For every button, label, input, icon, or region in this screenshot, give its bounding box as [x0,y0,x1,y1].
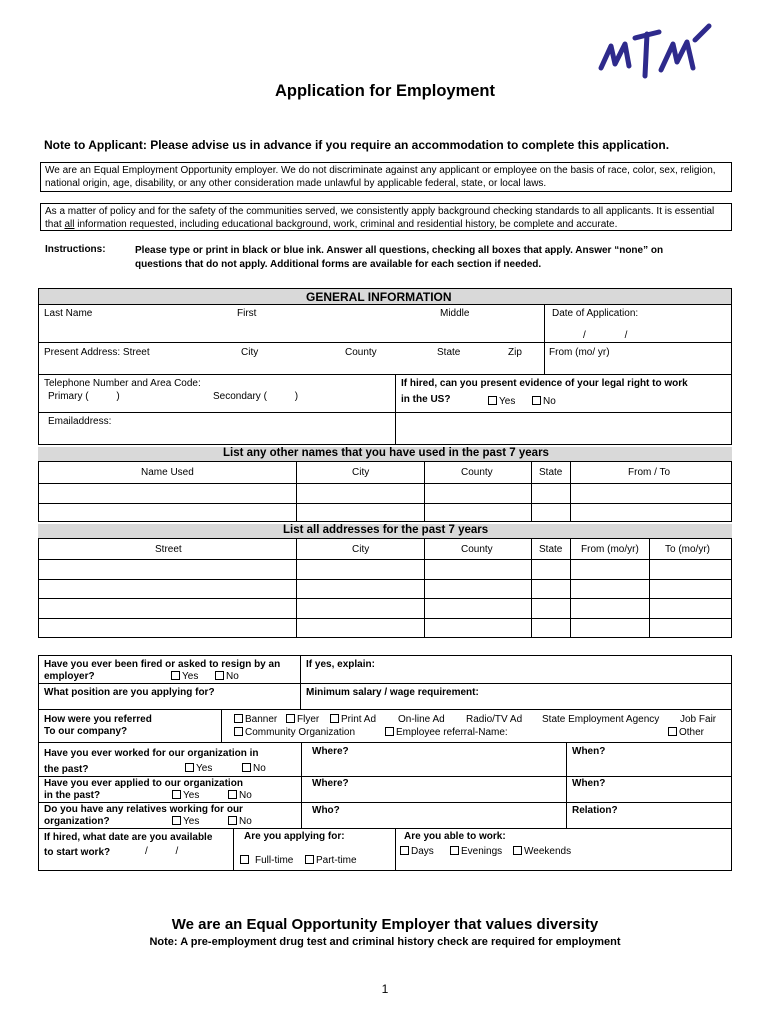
checkbox-icon[interactable] [450,846,459,855]
print-ad-label: Print Ad [341,714,377,725]
addresses-header: List all addresses for the past 7 years [283,524,489,536]
referral-banner[interactable] [234,714,277,726]
checkbox-icon[interactable] [488,396,497,405]
applied-question: Have you ever applied to our organization [44,778,243,789]
page-number: 1 [381,982,389,996]
other-names-header: List any other names that you have used in the past 7 years [223,447,549,459]
applied-yes[interactable] [172,790,199,802]
column-city: City [352,467,370,478]
legal-right-question-2: in the US? [401,394,451,405]
address-state-label: State [437,347,461,358]
yes-label: Yes [183,816,200,827]
page-title: Application for Employment [274,82,495,100]
relatives-who-label: Who? [312,805,340,816]
no-label: No [239,816,252,827]
column-to: To (mo/yr) [665,544,710,555]
column-from-to: From / To [628,467,671,478]
no-label: No [226,671,239,682]
relatives-no[interactable] [228,816,252,828]
checkbox-icon[interactable] [228,790,237,799]
position-label: What position are you applying for? [44,687,215,698]
column-state: State [539,467,563,478]
date-of-application-label: Date of Application: [552,308,639,319]
date-slashes: / / [583,330,628,341]
yes-label: Yes [196,763,213,774]
yes-label: Yes [499,396,516,407]
mtm-logo [595,18,720,90]
worked-where-label: Where? [312,746,349,757]
logo-text: MTM [595,18,598,19]
start-date-question: If hired, what date are you available [44,832,213,843]
drug-test-note: Note: A pre-employment drug test and criminal history check are required for employment [149,936,621,948]
column-state: State [539,544,563,555]
applicant-note: Note to Applicant: Please advise us in advance if you require an accommodation to complete this application. [44,138,670,152]
checkbox-icon[interactable] [513,846,522,855]
banner-label: Banner [245,714,278,725]
checkbox-icon[interactable] [305,855,314,864]
policy-statement [40,203,732,231]
days-label: Days [411,846,434,857]
present-address-label: Present Address: Street [44,347,150,358]
checkbox-icon[interactable] [172,790,181,799]
legal-right-question: If hired, can you present evidence of your legal right to work [401,378,688,389]
checkbox-icon[interactable] [330,714,339,723]
yes-label: Yes [182,671,199,682]
evenings-label: Evenings [461,846,503,857]
referral-community-org[interactable] [234,727,355,739]
worked-yes[interactable] [185,763,212,775]
worked-when-label: When? [572,746,606,757]
checkbox-icon[interactable] [234,714,243,723]
start-date-question-2: to start work? [44,847,111,858]
referral-state-agency[interactable]: State Employment Agency [542,714,660,725]
referred-question: How were you referred [44,714,152,725]
evenings-option[interactable] [450,846,502,858]
column-from: From (mo/yr) [581,544,639,555]
applied-where-label: Where? [312,778,349,789]
instructions-label: Instructions: [45,244,106,255]
applied-no[interactable] [228,790,252,802]
policy-text-2: information requested, including educational background, work, criminal and residential history, be complete and accurate. [74,219,618,230]
checkbox-icon[interactable] [532,396,541,405]
worked-question: Have you ever worked for our organization in [44,748,259,759]
legal-right-no[interactable] [532,396,556,408]
primary-phone-label: Primary ( ) [48,391,120,402]
checkbox-icon[interactable] [228,816,237,825]
referral-print-ad[interactable] [330,714,376,726]
relatives-question: Do you have any relatives working for our [44,804,243,815]
relatives-relation-label: Relation? [572,805,618,816]
community-org-label: Community Organization [245,727,356,738]
referral-other[interactable] [668,727,704,739]
policy-underline: all [64,219,75,230]
column-street: Street [155,544,182,555]
checkbox-icon[interactable] [668,727,677,736]
column-name-used: Name Used [141,467,194,478]
if-yes-explain-label: If yes, explain: [306,659,375,670]
first-name-label: First [237,308,257,319]
checkbox-icon[interactable] [172,816,181,825]
checkbox-icon[interactable] [215,671,224,680]
general-header: GENERAL INFORMATION [306,290,452,304]
address-zip-label: Zip [508,347,522,358]
applied-when-label: When? [572,778,606,789]
relatives-yes[interactable] [172,816,199,828]
weekends-label: Weekends [524,846,572,857]
email-label: Emailaddress: [48,416,112,427]
middle-name-label: Middle [440,308,470,319]
checkbox-icon[interactable] [286,714,295,723]
start-date-slashes: / / [145,846,179,857]
referral-employee[interactable] [385,727,508,739]
flyer-label: Flyer [297,714,320,725]
address-from-label: From (mo/ yr) [549,347,610,358]
applying-for-label: Are you applying for: [244,831,345,842]
no-label: No [253,763,266,774]
referral-flyer[interactable] [286,714,319,726]
part-time-label: Part-time [316,855,357,866]
checkbox-icon[interactable] [171,671,180,680]
applied-question-2: in the past? [44,790,101,801]
fired-question-2: employer? [44,671,95,682]
referral-radio-tv[interactable]: Radio/TV Ad [466,714,523,725]
address-city-label: City [241,347,259,358]
fired-question: Have you ever been fired or asked to resign by an [44,659,281,670]
other-label: Other [679,727,705,738]
able-to-work-label: Are you able to work: [404,831,506,842]
referral-job-fair[interactable]: Job Fair [680,714,717,725]
checkbox-icon[interactable] [240,855,249,864]
policy-text-1: As a matter of policy and for the safety of the communities served, we consistently apply background checking standards to all applicants. It is essential that [45,206,715,230]
part-time-option[interactable] [305,855,357,867]
full-time-label: Full-time [255,855,294,866]
yes-label: Yes [183,790,200,801]
days-option[interactable] [400,846,434,858]
secondary-phone-label: Secondary ( ) [213,391,299,402]
eeo-footer-title: We are an Equal Opportunity Employer that values diversity [171,916,599,933]
checkbox-icon[interactable] [385,727,394,736]
column-county: County [461,544,493,555]
fired-yes[interactable] [171,671,198,683]
referral-online-ad[interactable]: On-line Ad [398,714,445,725]
eeo-statement: We are an Equal Employment Opportunity employer. We do not discriminate against any applicant or employee on the basis of race, color, sex, religion, national origin, age, disability, or any other consideration made unlawful by applicable federal, state, or local laws. [40,162,732,192]
relatives-question-2: organization? [44,816,110,827]
checkbox-icon[interactable] [234,727,243,736]
referred-question-2: To our company? [44,726,128,737]
fired-no[interactable] [215,671,239,683]
column-county: County [461,467,493,478]
employee-referral-label: Employee referral-Name: [396,727,508,738]
last-name-label: Last Name [44,308,93,319]
worked-no[interactable] [242,763,266,775]
address-county-label: County [345,347,377,358]
full-time-option[interactable] [240,855,293,867]
checkbox-icon[interactable] [242,763,251,772]
checkbox-icon[interactable] [185,763,194,772]
legal-right-yes[interactable] [488,396,515,408]
checkbox-icon[interactable] [400,846,409,855]
no-label: No [239,790,252,801]
worked-question-2: the past? [44,764,89,775]
min-salary-label: Minimum salary / wage requirement: [306,687,479,698]
telephone-label: Telephone Number and Area Code: [44,378,201,389]
column-city: City [352,544,370,555]
no-label: No [543,396,556,407]
weekends-option[interactable] [513,846,571,858]
instructions-text: Please type or print in black or blue ink. Answer all questions, checking all boxes that apply. Answer “none” on questions that do not apply. Additional forms are available for each section if needed. [135,245,664,270]
